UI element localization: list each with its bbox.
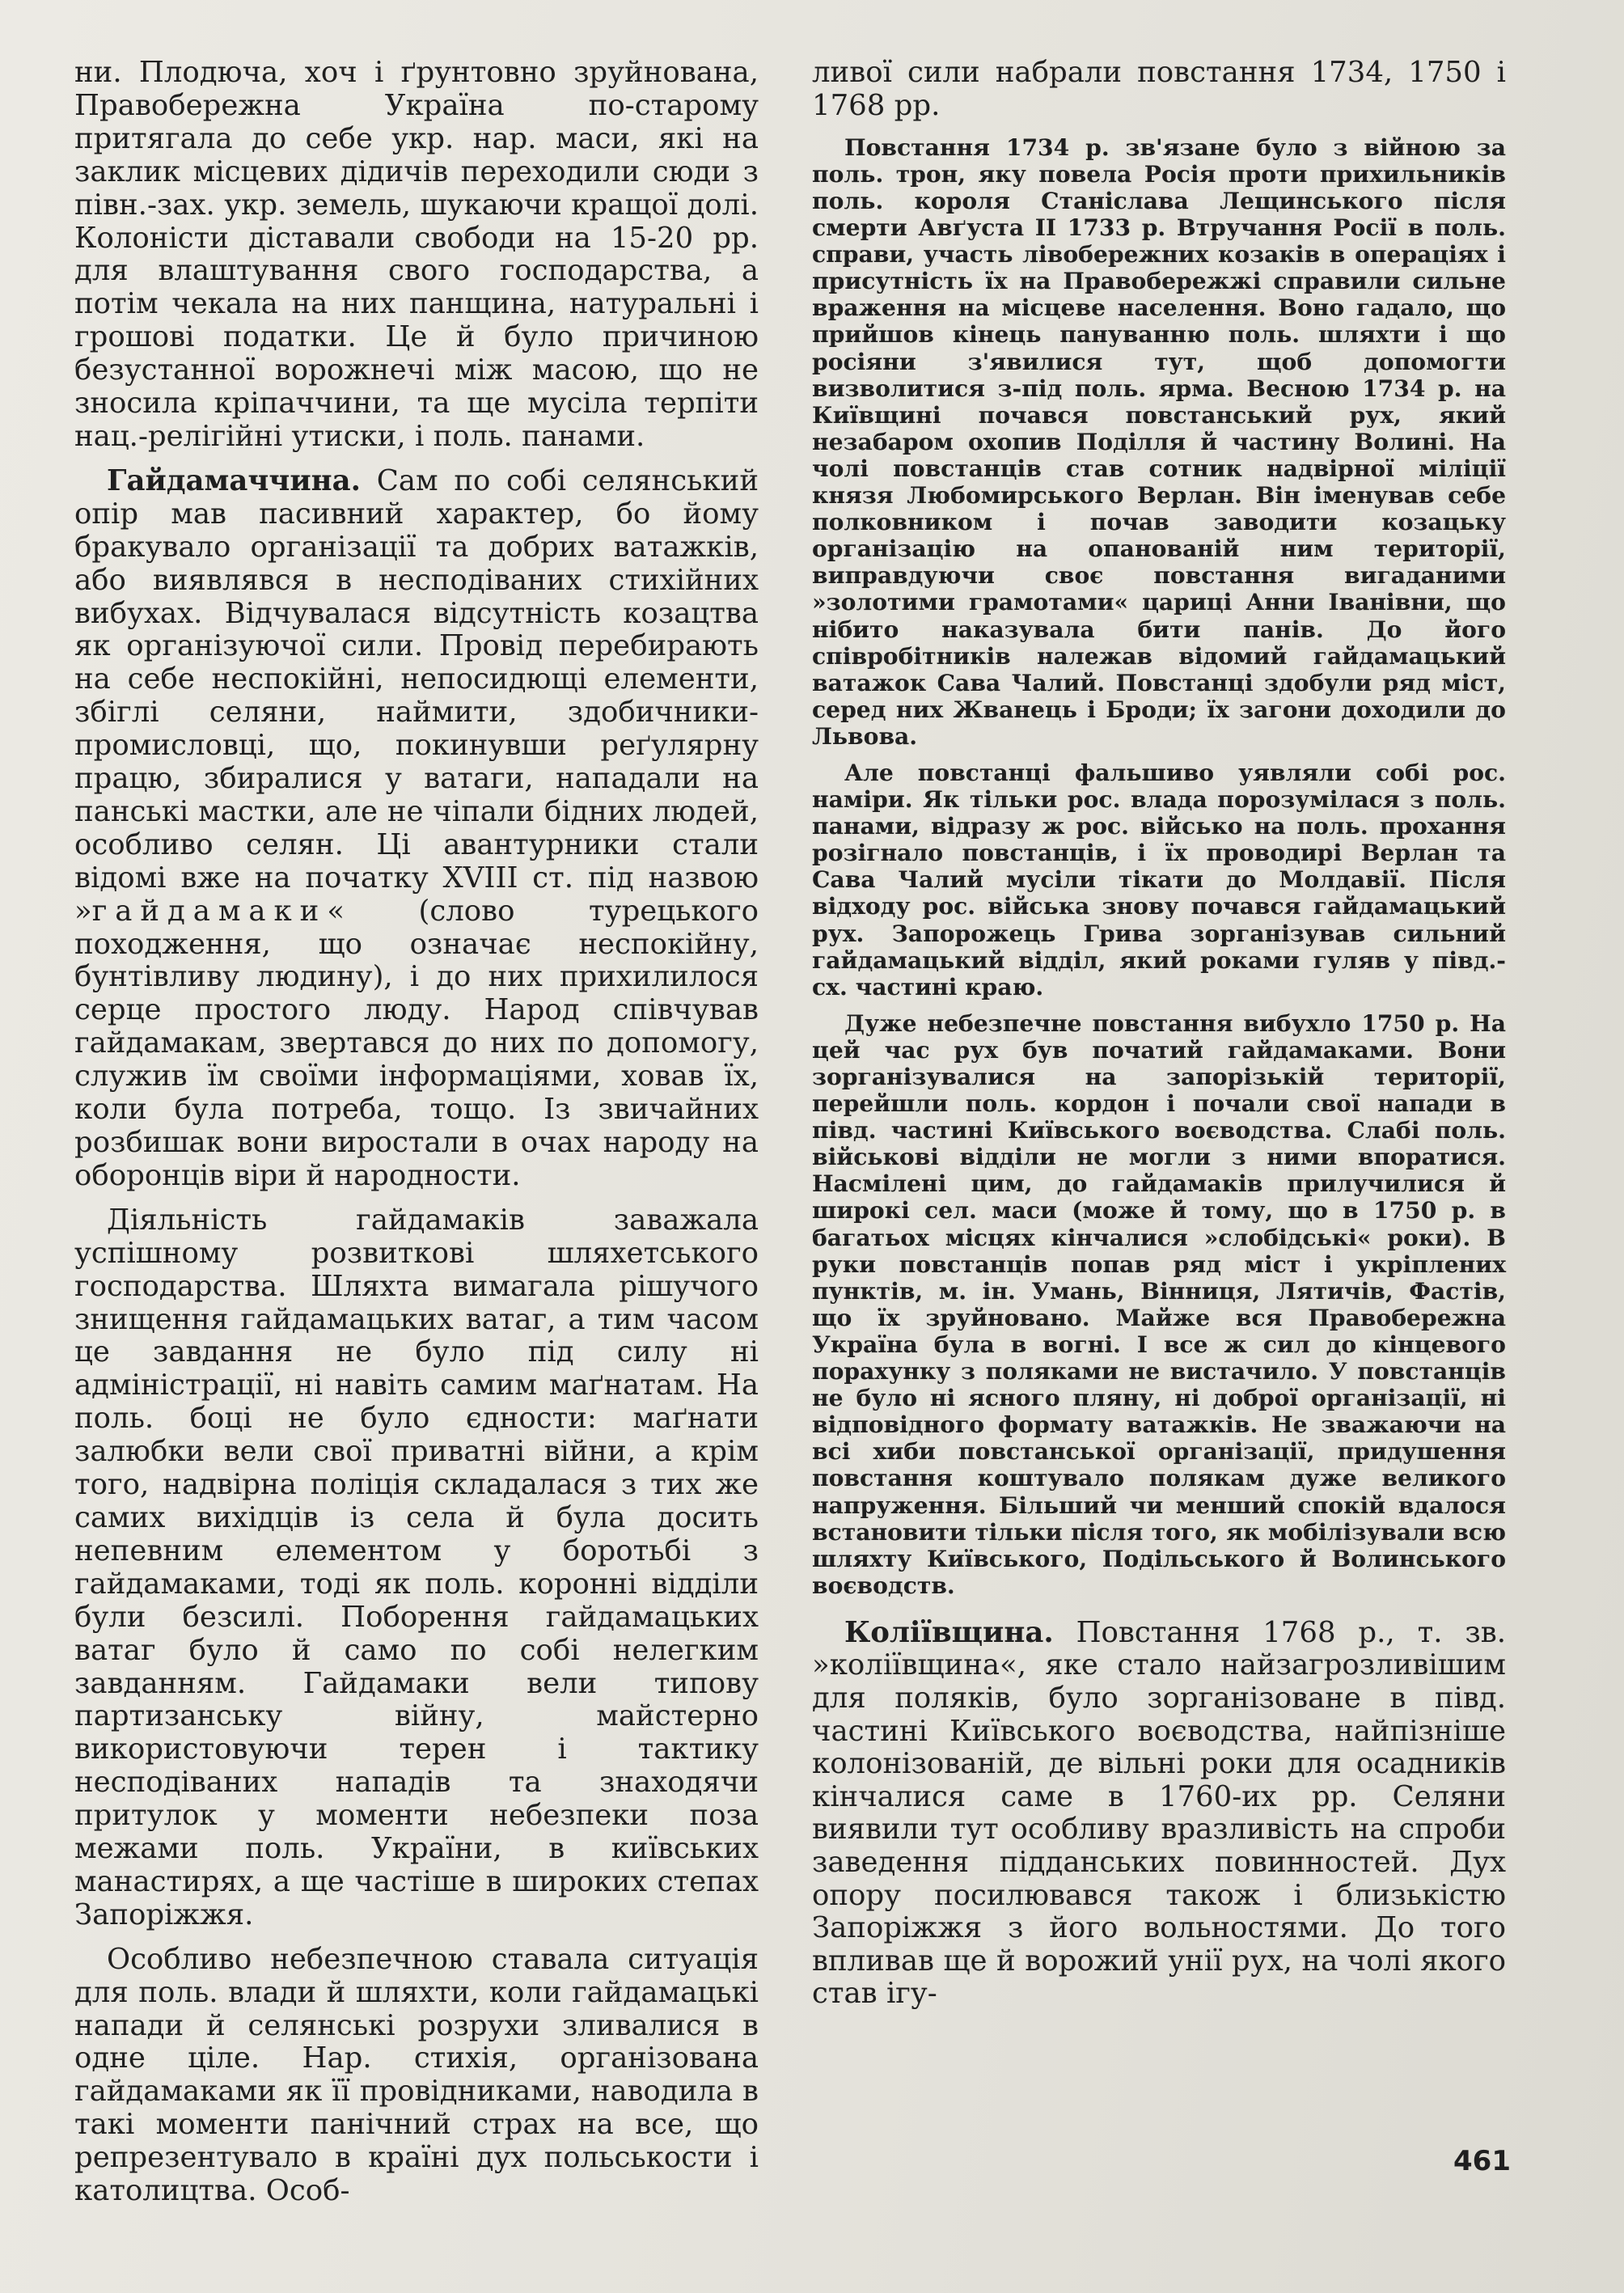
paragraph-text: Сам по собі селянський опір мав пасивний характер, бо йому бракувало організації та добрих ватажків, або виявлявся в несподіваних стихійних вибухах. Відчувалася відсутність козацтва як організуючої сили. Провід перебирають на себе неспокійні, непосидющі елементи, збіглі селяни, наймити, здобичники-промисловці, що, покинувши реґулярну працю, збиралися у ватаги, нападали на панські мастки, але не чіпали бідних людей, особливо селян. Ці авантурники стали відомі вже на початку XVIII ст. під назвою » <box>74 463 759 928</box>
right-column <box>812 57 1506 2011</box>
paragraph-danger: Особливо небезпечною ставала ситуація для поль. влади й шляхти, коли гайдамацькі напади й селянські розрухи зливалися в одне ціле. Нар. стихія, організована гайдамаками як її провідниками, наводила в такі моменти панічний страх на все, що репрезентувало в країні дух польськости і католицтва. Особ- <box>74 1942 759 2208</box>
paragraph-uprising-1734: Повстання 1734 р. зв'язане було з війною за поль. трон, яку повела Росія проти прихильників поль. короля Станіслава Лещинського після смерти Авґуста II 1733 р. Втручання Росії в поль. справи, участь лівобережних козаків в операціях і присутність їх на Правобережжі справили сильне враження на місцеве населення. Воно гадало, що прийшов кінець пануванню поль. шляхти і що росіяни з'явилися тут, щоб допомогти визволитися з-під поль. ярма. Весною 1734 р. на Київщині почався повстанський рух, який незабаром охопив Поділля й частину Волині. На чолі повстанців став сотник надвірної міліції князя Любомирського Верлан. Він іменував себе полковником і почав заводити козацьку організацію на опанованій ним території, виправдуючи своє повстання вигаданими »золотими грамотами« цариці Анни Іванівни, що нібито наказувала бити панів. До його співробітників належав відомий гайдамацький ватажок Сава Чалий. Повстанці здобули ряд міст, серед них Жванець і Броди; їх загони доходили до Львова. <box>812 133 1506 750</box>
paragraph-uprising-1750: Дуже небезпечне повстання вибухло 1750 р. На цей час рух був початий гайдамаками. Вони зорганізувалися на запорізькій території, перейшли поль. кордон і почали свої напади в півд. частині Київського воєводства. Слабі поль. військові відділи не могли з ними впоратися. Насмілені цим, до гайдамаків прилучилися й широкі сел. маси (може й тому, що в 1750 р. в багатьох місцях кінчалися »слобідські« роки). В руки повстанців попав ряд міст і укріплених пунктів, м. ін. Умань, Вінниця, Лятичів, Фастів, що їх зруйновано. Майже вся Правобережна Україна була в вогні. І все ж сил до кінцевого порахунку з поляками не вистачило. У повстанців не було ні ясного пляну, ні доброї організації, ні відповідного формату ватажків. Не зважаючи на всі хиби повстанської організації, придушення повстання коштувало полякам дуже великого напруження. Більший чи менший спокій вдалося встановити тільки після того, як мобілізували всю шляхту Київського, Подільського й Волинського воєводств. <box>812 1009 1506 1599</box>
page-number: 461 <box>1453 2145 1511 2177</box>
spaced-term: гайдамаки <box>91 894 328 928</box>
paragraph-russian-intentions: Але повстанці фальшиво уявляли собі рос. наміри. Як тільки рос. влада порозумілася з поль. панами, відразу ж рос. військо на поль. прохання розігнало повстанців, і їх проводирі Верлан та Сава Чалий мусіли тікати до Молдавії. Після відходу рос. війська знову почався гайдамацький рух. Запорожець Грива зорганізував сильний гайдамацький відділ, який роками гуляв у півд.-сх. частині краю. <box>812 759 1506 1001</box>
paragraph-text: « (слово турецького походження, що означає неспокійну, бунтівливу людину), і до них прихилилося серце простого люду. Народ співчував гайдамакам, звертався до них по допомогу, служив їм своїми інформаціями, ховав їх, коли була потреба, тощо. Із звичайних розбишак вони виростали в очах народу на оборонців віри й народности. <box>74 894 759 1192</box>
section-heading-haidamachchyna: Гайдамаччина. <box>107 463 361 497</box>
paragraph-haidamaky <box>74 465 759 1193</box>
paragraph-koliivshchyna <box>812 1617 1506 2011</box>
paragraph-text: Повстання 1768 р., т. зв. »коліївщина«, яке стало найзагрозливішим для поляків, було зорганізоване в півд. частині Київського воєводства, найпізніше колонізованій, де вільні роки для осадників кінчалися саме в 1760-их рр. Селяни виявили тут особливу вразливість на спроби заведення підданських повинностей. Дух опору посилювався також і близькістю Запоріжжя з його вольностями. До того впливав ще й ворожий унії рух, на чолі якого став ігу- <box>812 1615 1506 2011</box>
paragraph-uprisings: ливої сили набрали повстання 1734, 1750 і 1768 рр. <box>812 56 1506 122</box>
paragraph-activity: Діяльність гайдамаків заважала успішному розвиткові шляхетського господарства. Шляхта вимагала рішучого знищення гайдамацьких ватаг, а тим часом це завдання не було під силу ні адміністрації, ні навіть самим маґнатам. На поль. боці не було єдности: маґнати залюбки вели свої приватні війни, а крім того, надвірна поліція складалася з тих же самих вихідців із села й була досить непевним елементом у боротьбі з гайдамаками, тоді як поль. коронні відділи були безсилі. Поборення гайдамацьких ватаг було й само по собі нелегким завданням. Гайдамаки вели типову партизанську війну, майстерно використовуючи терен і тактику несподіваних нападів та знаходячи притулок у моменти небезпеки поза межами поль. України, в київських манастирях, а ще частіше в широких степах Запоріжжя. <box>74 1203 759 1931</box>
section-heading-koliivshchyna: Коліївщина. <box>844 1615 1054 1649</box>
left-column <box>74 57 759 2208</box>
paragraph-colonists: ни. Плодюча, хоч і ґрунтовно зруйнована, Правобережна Україна по-старому притягала до себе укр. нар. маси, які на заклик місцевих дідичів переходили сюди з півн.-зах. укр. земель, шукаючи кращої долі. Колоністи діставали свободи на 15-20 рр. для влаштування свого господарства, а потім чекала на них панщина, натуральні і грошові податки. Це й було причиною безустанної ворожнечі між масою, що не зносила кріпаччини, та ще мусіла терпіти нац.-релігійні утиски, і поль. панами. <box>74 56 759 453</box>
